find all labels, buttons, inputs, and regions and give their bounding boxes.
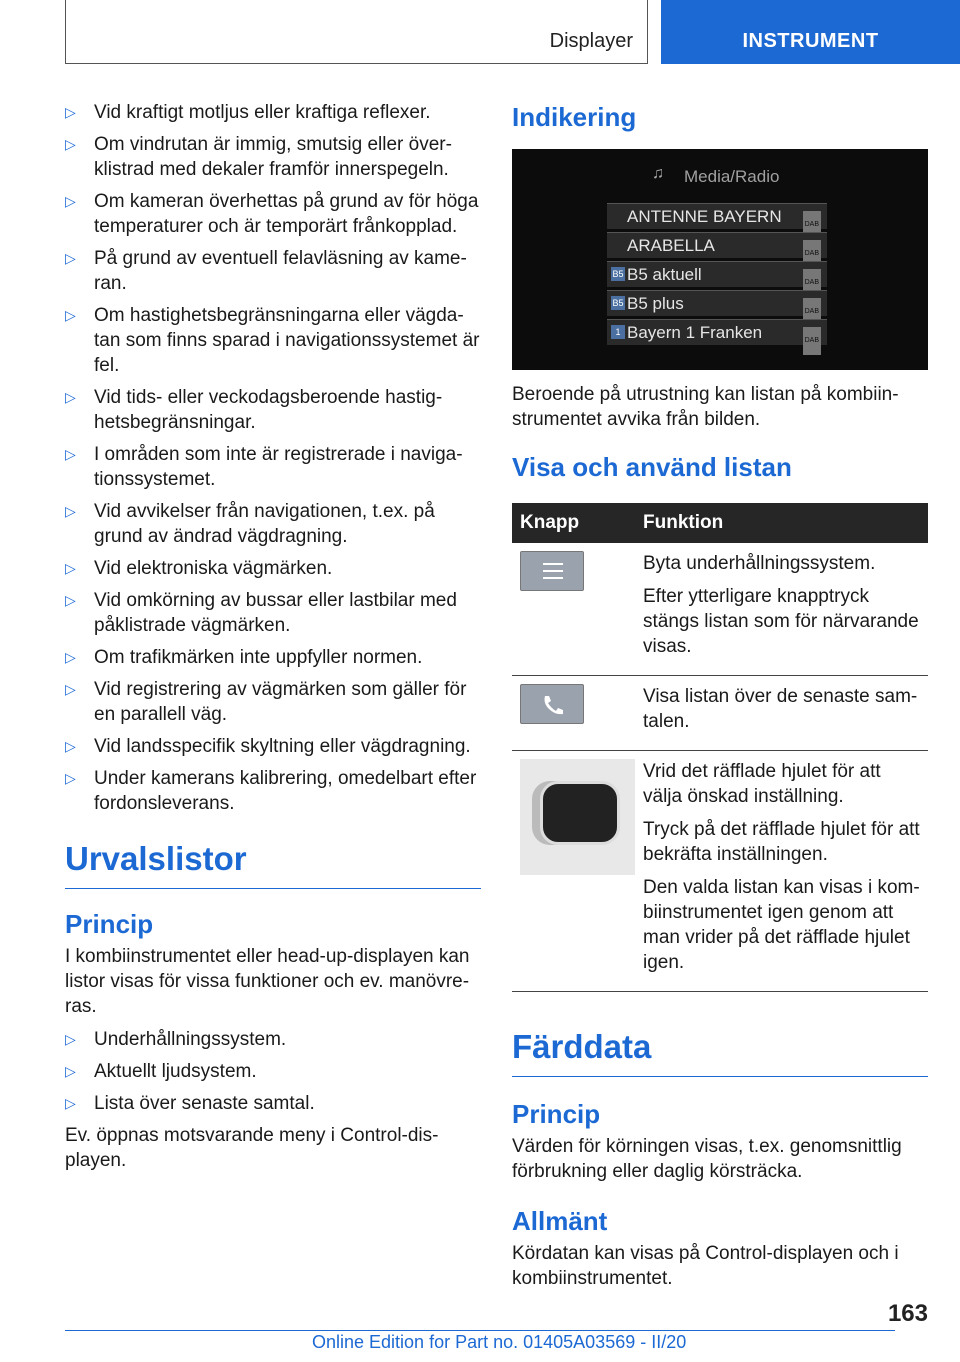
princip2-heading: Princip — [512, 1099, 601, 1129]
table-header-function: Funktion — [635, 503, 928, 543]
list-item: ▷ Om vindrutan är immig, smutsig eller överklistrad med dekaler framför innerspegeln. — [65, 132, 481, 182]
list-item: ▷ Vid elektroniska vägmärken. — [65, 556, 481, 581]
left-column — [65, 100, 481, 1173]
header-chapter-tab[interactable] — [661, 0, 960, 64]
knurled-wheel-icon — [520, 759, 635, 875]
list-item: ▷ Underhållningssystem. — [65, 1027, 481, 1052]
key-function-table — [512, 503, 928, 992]
allmant-text: Kördatan kan visas på Control-displayen och i kombiinstrumentet. — [512, 1243, 899, 1289]
list-item: ▷ På grund av eventuell felavläsning av kameran. — [65, 246, 481, 296]
right-column — [512, 100, 928, 1291]
list-item: ▷ Om trafikmärken inte uppfyller normen. — [65, 645, 481, 670]
table-row: Vrid det räfflade hjulet för att välja önskad inställning. Tryck på det räfflade hjulet för att bekräfta inställningen. Den valda listan kan visas i kombiinstrumentet igen genom att man vrider på det räfflade hjulet igen. — [512, 751, 928, 992]
station-row: B5 B5 plus DAB — [607, 290, 827, 316]
urvalslistor-heading: Urvalslistor — [65, 840, 481, 889]
list-item: ▷ Om hastighetsbegränsningarna eller vägdatan som finns sparad i navigationssystemet är fel. — [65, 303, 481, 378]
footer-edition: Online Edition for Part no. 01405A03569 - II/20 — [312, 1332, 687, 1352]
list-item: ▷ Under kamerans kalibrering, omedelbart efter fordonsleverans. — [65, 766, 481, 816]
footer-divider — [65, 1330, 895, 1331]
table-row: Byta underhållningssystem. Efter ytterligare knapptryck stängs listan som för närvarande visas. — [512, 543, 928, 676]
dab-badge: DAB — [803, 298, 821, 326]
list-item: ▷ Vid landsspecifik skyltning eller vägdragning. — [65, 734, 481, 759]
station-row: 1 Bayern 1 Franken DAB — [607, 319, 827, 345]
screen-title: Media/Radio — [684, 167, 780, 186]
station-logo: 1 — [611, 325, 625, 339]
list-item: ▷ Vid registrering av vägmärken som gäller för en parallell väg. — [65, 677, 481, 727]
station-row: ANTENNE BAYERN DAB — [607, 203, 827, 229]
dab-badge: DAB — [803, 211, 821, 239]
farddata-heading: Färddata — [512, 1028, 928, 1077]
list-icon — [520, 551, 584, 591]
visa-heading: Visa och använd listan — [512, 452, 792, 482]
limitations-list — [65, 100, 481, 816]
list-item: ▷ Lista över senaste samtal. — [65, 1091, 481, 1116]
dab-badge: DAB — [803, 327, 821, 355]
dab-badge: DAB — [803, 240, 821, 268]
media-icon: ♫ — [652, 165, 664, 182]
dab-badge: DAB — [803, 269, 821, 297]
station-row: B5 B5 aktuell DAB — [607, 261, 827, 287]
princip-text: I kombiinstrumentet eller head-up-displayen kan listor visas för vissa funktioner och ev. manövreras. — [65, 946, 470, 1017]
station-logo: B5 — [612, 269, 624, 279]
header-chapter-title: INSTRUMENT — [742, 30, 879, 52]
allmant-heading: Allmänt — [512, 1206, 608, 1236]
list-item: ▷ Vid kraftigt motljus eller kraftiga reflexer. — [65, 100, 481, 125]
table-header-key: Knapp — [512, 503, 635, 543]
list-item: ▷ Om kameran överhettas på grund av för höga temperaturer och är temporärt frånkopplad. — [65, 189, 481, 239]
station-logo: B5 — [612, 298, 624, 308]
princip-list — [65, 1027, 481, 1116]
header-section-title: Displayer — [549, 30, 633, 52]
indikering-heading: Indikering — [512, 102, 637, 132]
media-radio-screenshot — [512, 149, 928, 370]
phone-icon — [520, 684, 584, 724]
table-row: Visa listan över de senaste samtalen. — [512, 676, 928, 751]
list-item: ▷ Vid avvikelser från navigationen, t.ex. på grund av ändrad vägdragning. — [65, 499, 481, 549]
list-item: ▷ Vid tids- eller veckodagsberoende hastighetsbegränsningar. — [65, 385, 481, 435]
princip2-text: Värden för körningen visas, t.ex. genomsnittlig förbrukning eller daglig körsträcka. — [512, 1136, 902, 1182]
page-number: 163 — [887, 1300, 928, 1327]
header-section-box — [65, 0, 648, 64]
indikering-text: Beroende på utrustning kan listan på kombiinstrumentet avvika från bilden. — [512, 384, 899, 430]
princip-after-text: Ev. öppnas motsvarande meny i Control-displayen. — [65, 1125, 439, 1171]
list-item: ▷ Aktuellt ljudsystem. — [65, 1059, 481, 1084]
station-row: ARABELLA DAB — [607, 232, 827, 258]
list-item: ▷ Vid omkörning av bussar eller lastbilar med påklistrade vägmärken. — [65, 588, 481, 638]
princip-heading: Princip — [65, 909, 154, 939]
list-item: ▷ I områden som inte är registrerade i navigationssystemet. — [65, 442, 481, 492]
